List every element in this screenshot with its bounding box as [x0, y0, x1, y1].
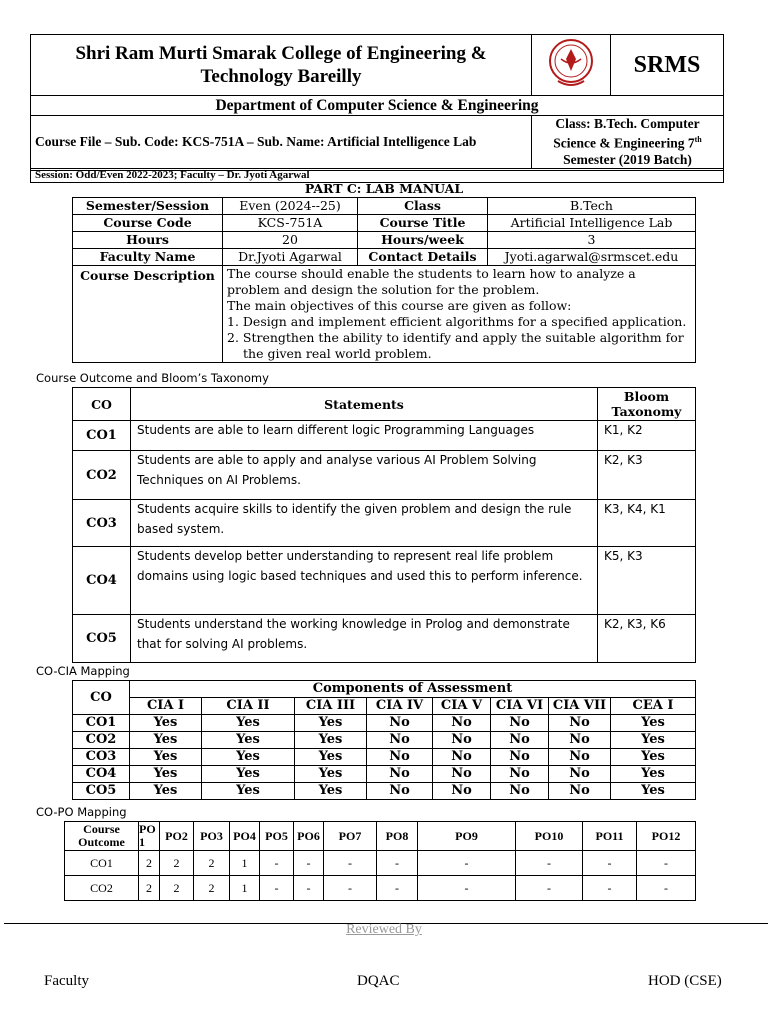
cia-cell: Yes [295, 766, 367, 783]
po-cell: - [637, 876, 696, 901]
po-body [65, 851, 696, 901]
co-table [72, 387, 696, 663]
hours-week-value: 3 [488, 232, 696, 249]
bloom-header: Bloom Taxonomy [598, 388, 696, 421]
po-col-header: Course Outcome [65, 822, 139, 851]
contact-value: Jyoti.agarwal@srmscet.edu [488, 249, 696, 266]
co-id: CO4 [73, 547, 131, 615]
cia-cell: No [433, 732, 491, 749]
cia-cell: Yes [295, 783, 367, 800]
brand-label: SRMS [611, 35, 724, 96]
po-co-id: CO1 [65, 851, 139, 876]
course-title-value: Artificial Intelligence Lab [488, 215, 696, 232]
cia-cell: Yes [130, 715, 202, 732]
course-info-table [72, 197, 696, 363]
po-cell: - [260, 851, 294, 876]
cia-cell: Yes [611, 783, 696, 800]
description-line: 2. Strengthen the ability to identify and apply the suitable algorithm for the given real world problem. [227, 330, 684, 361]
cia-co-id: CO2 [73, 732, 130, 749]
cia-col-header: CIA VII [549, 698, 611, 715]
cia-cell: No [549, 732, 611, 749]
cia-co-id: CO4 [73, 766, 130, 783]
co-statement: Students are able to apply and analyse various AI Problem Solving Techniques on AI Problems. [131, 451, 598, 500]
cia-group-header: Components of Assessment [130, 681, 696, 698]
description-line: The course should enable the students to learn how to analyze a problem and design the solution for the problem. [227, 266, 636, 297]
cia-col-header: CIA V [433, 698, 491, 715]
cia-col-header: CIA II [202, 698, 295, 715]
class-label: Class [358, 198, 488, 215]
po-col-header: PO4 [230, 822, 260, 851]
cia-cell: No [549, 766, 611, 783]
po-cell: 2 [160, 876, 194, 901]
reviewed-by-label: Reviewed By [346, 922, 422, 937]
po-co-id: CO2 [65, 876, 139, 901]
semester-label: Semester/Session [73, 198, 223, 215]
po-cell: - [583, 851, 637, 876]
table-row [65, 851, 696, 876]
session-info: Session: Odd/Even 2022-2023; Faculty – Dr. Jyoti Agarwal [31, 168, 724, 182]
cia-cell: Yes [611, 749, 696, 766]
cia-cell: No [433, 766, 491, 783]
cia-cell: Yes [611, 715, 696, 732]
po-cell: - [260, 876, 294, 901]
faculty-signature-label: Faculty [44, 973, 89, 989]
po-cell: - [324, 851, 377, 876]
po-cell: - [516, 851, 583, 876]
co-statement: Students are able to learn different logic Programming Languages [131, 421, 598, 451]
co-bloom: K2, K3, K6 [598, 615, 696, 663]
cia-cell: Yes [295, 749, 367, 766]
co-bloom: K2, K3 [598, 451, 696, 500]
co-statement: Students understand the working knowledge in Prolog and demonstrate that for solving AI problems. [131, 615, 598, 663]
cia-cell: No [367, 732, 433, 749]
department-name: Department of Computer Science & Engineering [31, 96, 724, 116]
po-col-header: PO 1 [139, 822, 160, 851]
co-id: CO3 [73, 500, 131, 547]
po-cell: - [377, 851, 418, 876]
po-cell: - [418, 876, 516, 901]
po-cell: 1 [230, 851, 260, 876]
po-col-header: PO11 [583, 822, 637, 851]
po-cell: 2 [194, 876, 230, 901]
contact-label: Contact Details [358, 249, 488, 266]
cia-cell: No [549, 715, 611, 732]
po-caption: CO-PO Mapping [36, 805, 127, 819]
po-cell: - [294, 851, 324, 876]
co-statement: Students acquire skills to identify the given problem and design the rule based system. [131, 500, 598, 547]
table-row [73, 783, 696, 800]
faculty-label: Faculty Name [73, 249, 223, 266]
po-cell: - [294, 876, 324, 901]
po-table [64, 821, 696, 901]
co-bloom: K5, K3 [598, 547, 696, 615]
cia-cell: No [491, 732, 549, 749]
po-header-row [65, 822, 696, 851]
po-col-header: PO9 [418, 822, 516, 851]
po-col-header: PO3 [194, 822, 230, 851]
hod-signature-label: HOD (CSE) [648, 973, 722, 989]
cia-cell: Yes [611, 732, 696, 749]
co-bloom: K3, K4, K1 [598, 500, 696, 547]
header-table [30, 34, 724, 183]
description-line: The main objectives of this course are given as follow: [227, 298, 572, 313]
po-cell: 2 [194, 851, 230, 876]
co-id: CO2 [73, 451, 131, 500]
cia-cell: No [491, 766, 549, 783]
cia-cell: No [367, 783, 433, 800]
faculty-value: Dr.Jyoti Agarwal [223, 249, 358, 266]
cia-co-id: CO5 [73, 783, 130, 800]
table-row [73, 766, 696, 783]
course-file-info: Course File – Sub. Code: KCS-751A – Sub. Name: Artificial Intelligence Lab [31, 116, 532, 169]
po-col-header: PO10 [516, 822, 583, 851]
hours-week-label: Hours/week [358, 232, 488, 249]
table-row [73, 732, 696, 749]
cia-cell: Yes [202, 732, 295, 749]
semester-value: Even (2024--25) [223, 198, 358, 215]
cia-cell: No [491, 749, 549, 766]
po-col-header: PO5 [260, 822, 294, 851]
cia-cell: Yes [130, 749, 202, 766]
cia-body [73, 715, 696, 800]
cia-cell: No [433, 715, 491, 732]
table-row [73, 451, 696, 500]
po-cell: 2 [139, 876, 160, 901]
cia-col-header: CIA I [130, 698, 202, 715]
description-label: Course Description [73, 266, 223, 363]
description-line: 1. Design and implement efficient algorithms for a specified application. [227, 314, 687, 329]
table-row [73, 421, 696, 451]
statements-header: Statements [131, 388, 598, 421]
course-code-value: KCS-751A [223, 215, 358, 232]
cia-col-header: CIA IV [367, 698, 433, 715]
cia-cell: Yes [295, 715, 367, 732]
cia-cell: Yes [202, 715, 295, 732]
po-cell: 2 [160, 851, 194, 876]
cia-co-id: CO3 [73, 749, 130, 766]
cia-cell: Yes [611, 766, 696, 783]
part-title: PART C: LAB MANUAL [304, 181, 464, 196]
cia-cell: No [367, 766, 433, 783]
cia-cell: Yes [295, 732, 367, 749]
cia-table [72, 680, 696, 800]
po-cell: 2 [139, 851, 160, 876]
class-info: Class: B.Tech. Computer Science & Engineering 7th Semester (2019 Batch) [532, 116, 724, 169]
cia-cell: No [367, 749, 433, 766]
co-header: CO [73, 388, 131, 421]
cia-cell: Yes [130, 783, 202, 800]
dqac-signature-label: DQAC [357, 973, 400, 989]
cia-cell: No [549, 749, 611, 766]
cia-cell: Yes [202, 749, 295, 766]
cia-cell: No [367, 715, 433, 732]
po-cell: - [324, 876, 377, 901]
hours-label: Hours [73, 232, 223, 249]
cia-cell: No [433, 749, 491, 766]
hours-value: 20 [223, 232, 358, 249]
description-value [223, 266, 696, 363]
header-divider [30, 170, 724, 171]
course-title-label: Course Title [358, 215, 488, 232]
table-row [73, 715, 696, 732]
po-col-header: PO8 [377, 822, 418, 851]
co-statement: Students develop better understanding to represent real life problem domains using logic based techniques and used this to perform inference. [131, 547, 598, 615]
cia-co-id: CO1 [73, 715, 130, 732]
college-name: Shri Ram Murti Smarak College of Engineering & Technology Bareilly [31, 35, 532, 96]
po-cell: 1 [230, 876, 260, 901]
po-col-header: PO12 [637, 822, 696, 851]
cia-col-header: CIA VI [491, 698, 549, 715]
co-caption: Course Outcome and Bloom’s Taxonomy [36, 371, 269, 385]
po-cell: - [418, 851, 516, 876]
table-row [73, 749, 696, 766]
cia-caption: CO-CIA Mapping [36, 664, 130, 678]
po-cell: - [377, 876, 418, 901]
po-col-header: PO6 [294, 822, 324, 851]
cia-cell: No [491, 715, 549, 732]
cia-col-header: CEA I [611, 698, 696, 715]
class-value: B.Tech [488, 198, 696, 215]
cia-cell: No [433, 783, 491, 800]
cia-col-header: CIA III [295, 698, 367, 715]
college-logo-icon [532, 35, 611, 96]
co-bloom: K1, K2 [598, 421, 696, 451]
cia-cell: Yes [130, 766, 202, 783]
table-row [73, 615, 696, 663]
cia-cell: Yes [202, 766, 295, 783]
cia-cell: Yes [202, 783, 295, 800]
cia-cell: No [491, 783, 549, 800]
po-col-header: PO7 [324, 822, 377, 851]
po-cell: - [637, 851, 696, 876]
course-code-label: Course Code [73, 215, 223, 232]
table-row [73, 500, 696, 547]
cia-cell: No [549, 783, 611, 800]
table-row [73, 547, 696, 615]
po-col-header: PO2 [160, 822, 194, 851]
po-cell: - [516, 876, 583, 901]
table-row [65, 876, 696, 901]
cia-co-header: CO [73, 681, 130, 715]
cia-cell: Yes [130, 732, 202, 749]
co-id: CO1 [73, 421, 131, 451]
po-cell: - [583, 876, 637, 901]
co-id: CO5 [73, 615, 131, 663]
